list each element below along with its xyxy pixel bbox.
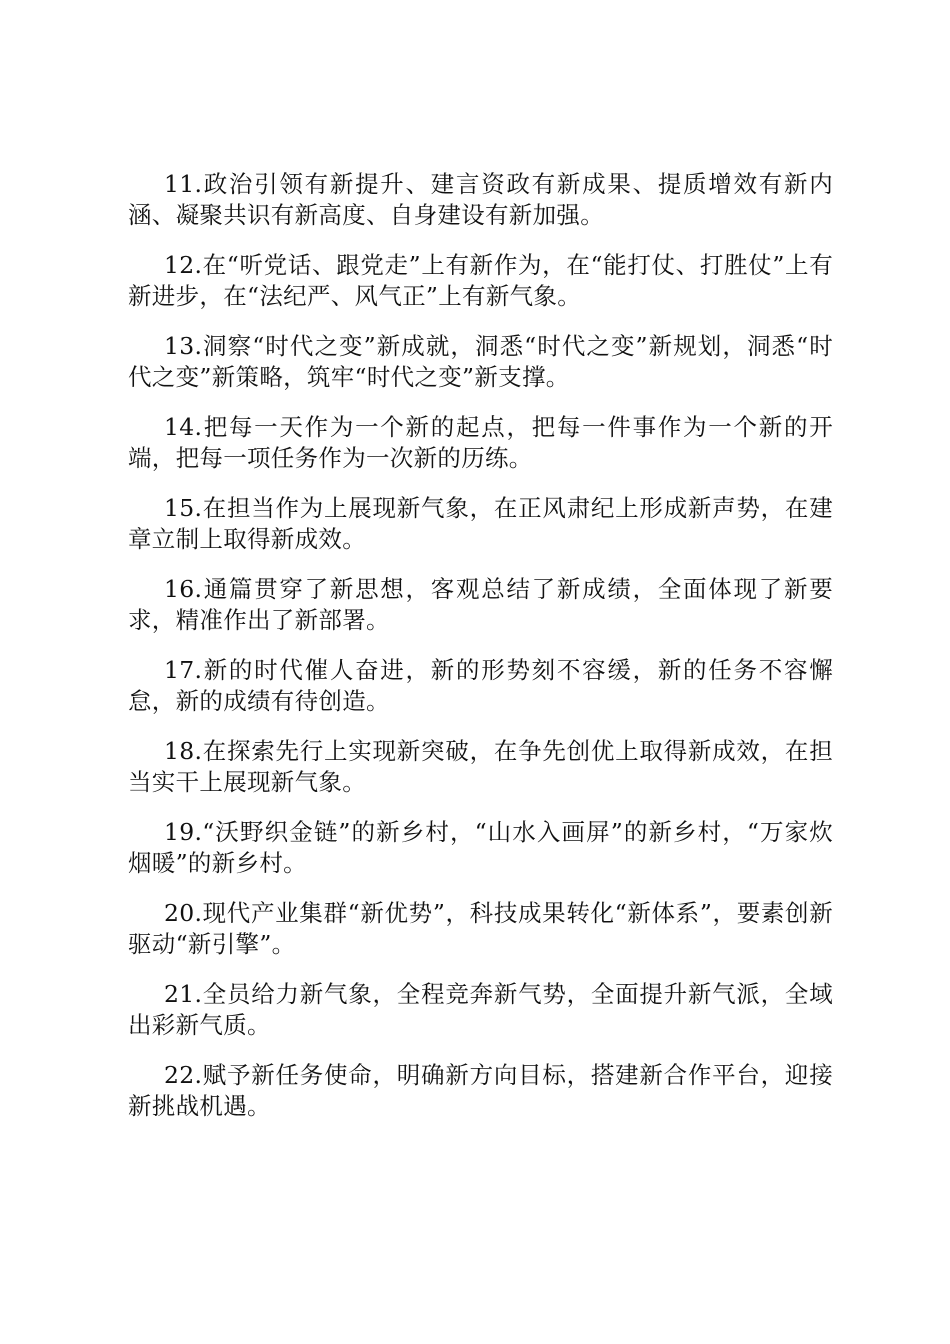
list-item: 14.把每一天作为一个新的起点，把每一件事作为一个新的开端，把每一项任务作为一次新的历练。 (128, 413, 833, 472)
list-item: 12.在“听党话、跟党走”上有新作为，在“能打仗、打胜仗”上有新进步，在“法纪严、风气正”上有新气象。 (128, 251, 833, 310)
list-item: 18.在探索先行上实现新突破，在争先创优上取得新成效，在担当实干上展现新气象。 (128, 737, 833, 796)
list-item: 21.全员给力新气象，全程竞奔新气势，全面提升新气派，全域出彩新气质。 (128, 980, 833, 1039)
document-page (128, 169, 833, 1141)
list-item: 17.新的时代催人奋进，新的形势刻不容缓，新的任务不容懈怠，新的成绩有待创造。 (128, 656, 833, 715)
list-item: 13.洞察“时代之变”新成就，洞悉“时代之变”新规划，洞悉“时代之变”新策略，筑牢“时代之变”新支撑。 (128, 332, 833, 391)
list-item: 20.现代产业集群“新优势”，科技成果转化“新体系”，要素创新驱动“新引擎”。 (128, 899, 833, 958)
list-item: 11.政治引领有新提升、建言资政有新成果、提质增效有新内涵、凝聚共识有新高度、自身建设有新加强。 (128, 170, 833, 229)
list-item: 16.通篇贯穿了新思想，客观总结了新成绩，全面体现了新要求，精准作出了新部署。 (128, 575, 833, 634)
list-item: 15.在担当作为上展现新气象，在正风肃纪上形成新声势，在建章立制上取得新成效。 (128, 494, 833, 553)
list-item: 22.赋予新任务使命，明确新方向目标，搭建新合作平台，迎接新挑战机遇。 (128, 1061, 833, 1120)
list-item: 19.“沃野织金链”的新乡村，“山水入画屏”的新乡村，“万家炊烟暖”的新乡村。 (128, 818, 833, 877)
